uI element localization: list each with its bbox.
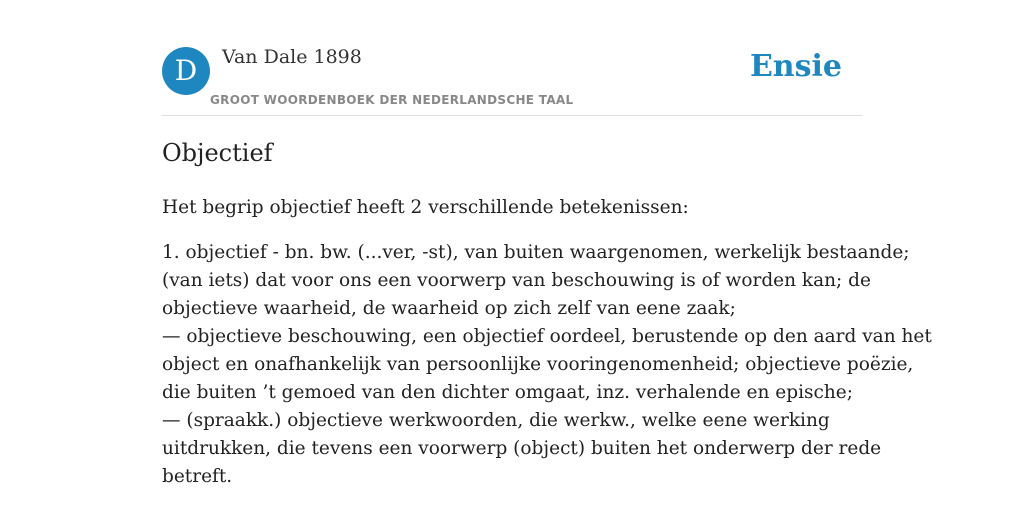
definition-line: uitdrukken, die tevens een voorwerp (object) buiten het onderwerp der rede	[162, 438, 882, 459]
definition-line: betreft.	[162, 466, 233, 487]
definition	[162, 239, 932, 491]
definition-line: — (spraakk.) objectieve werkwoorden, die werkw., welke eene werking	[162, 410, 830, 431]
definition-line: — objectieve beschouwing, een objectief oordeel, berustende op den aard van het	[162, 326, 932, 347]
definition-line: die buiten ’t gemoed van den dichter omgaat, inz. verhalende en epische;	[162, 382, 853, 403]
definition-line: objectieve waarheid, de waarheid op zich zelf van eene zaak;	[162, 298, 736, 319]
definition-line: object en onafhankelijk van persoonlijke vooringenomenheid; objectieve poëzie,	[162, 354, 914, 375]
entry-title: Objectief	[162, 139, 273, 167]
brand-logo[interactable]: Ensie	[749, 49, 842, 84]
definition-line: 1. objectief - bn. bw. (...ver, -st), van buiten waargenomen, werkelijk bestaande;	[162, 242, 910, 263]
entry-intro: Het begrip objectief heeft 2 verschillende betekenissen:	[162, 197, 689, 218]
source-title[interactable]: Van Dale 1898	[222, 46, 362, 68]
header	[162, 0, 862, 116]
definition-line: (van iets) dat voor ons een voorwerp van beschouwing is of worden kan; de	[162, 270, 871, 291]
source-subtitle: GROOT WOORDENBOEK DER NEDERLANDSCHE TAAL	[210, 93, 574, 107]
source-logo[interactable]: D	[162, 47, 210, 95]
entry-card	[162, 0, 932, 512]
